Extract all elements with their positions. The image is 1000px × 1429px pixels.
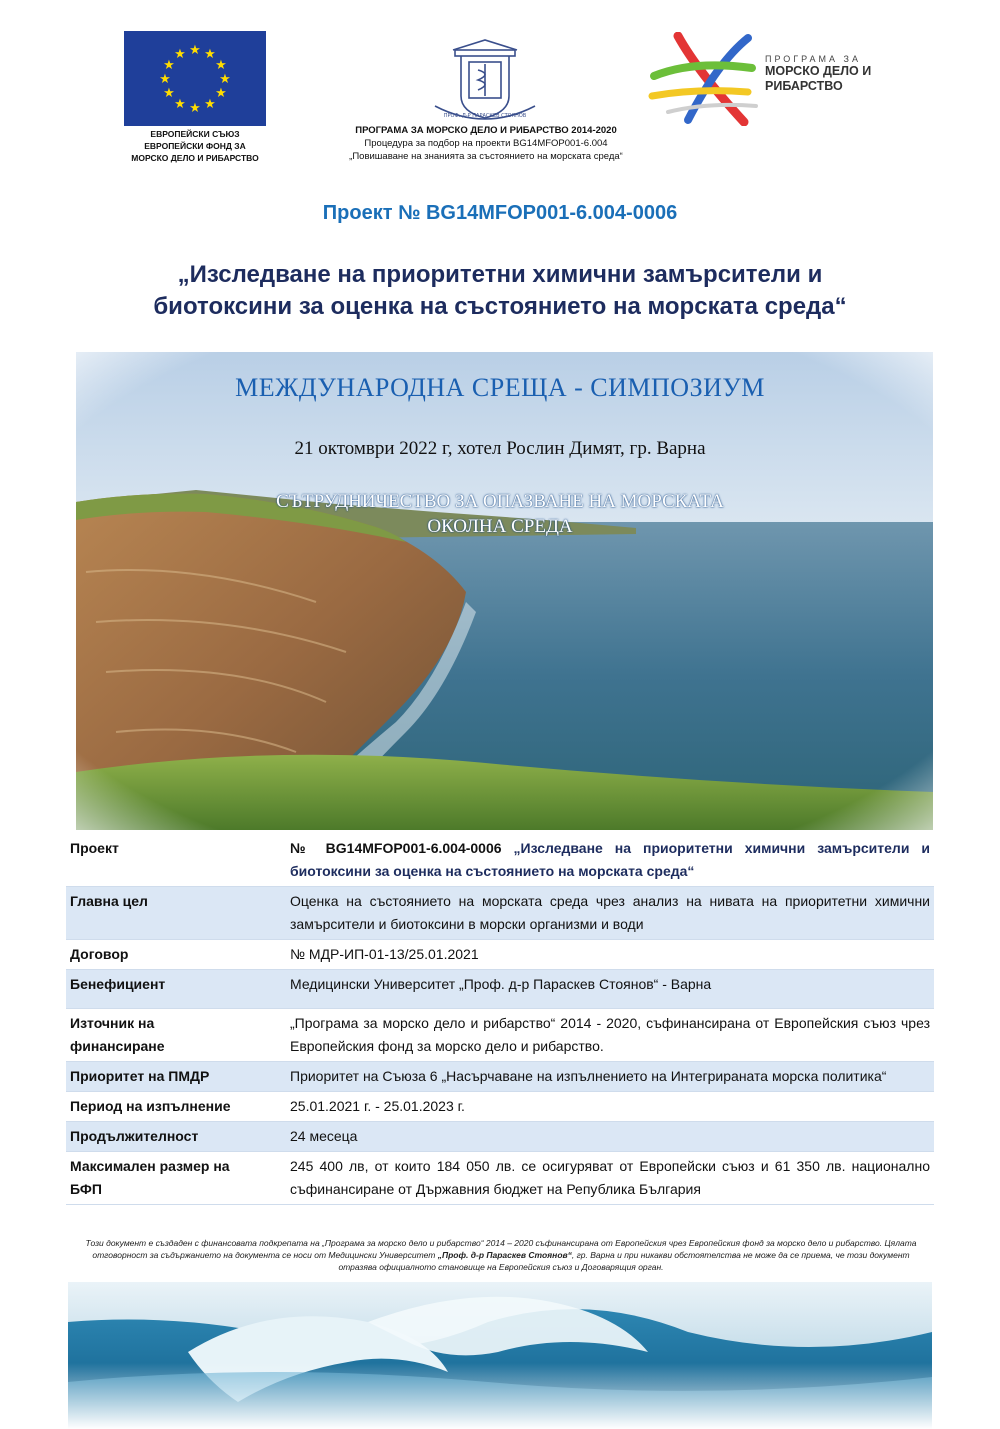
- table-row-period: [66, 1092, 934, 1122]
- event-date-place: 21 октомври 2022 г, хотел Рослин Димят, гр. Варна: [294, 438, 706, 459]
- beneficiary-value: Медицински Университет „Проф. д-р Параскев Стоянов“ - Варна: [286, 970, 934, 1009]
- contract-label: Договор: [70, 946, 129, 962]
- priority-label: Приоритет на ПМДР: [66, 1062, 286, 1092]
- funding-disclaimer: [85, 1237, 917, 1273]
- project-title-line-2: биотоксини за оценка на състоянието на морската среда“: [153, 293, 847, 320]
- funding-value: „Програма за морско дело и рибарство“ 2014 - 2020, съфинансирана от Европейския съюз чрез Европейския фонд за морско дело и рибарство.: [290, 1015, 930, 1054]
- svg-text:★: ★: [215, 58, 227, 73]
- table-row-priority: [66, 1062, 934, 1092]
- university-emblem-text: ПРОФ. Д-Р ПАРАСКЕВ СТОЯНОВ: [443, 113, 527, 119]
- event-subtitle: [0, 489, 1000, 539]
- svg-text:★: ★: [204, 47, 216, 62]
- table-row-funding: [66, 1009, 934, 1062]
- mdr-caption-line-3: РИБАРСТВО: [765, 79, 843, 93]
- svg-text:★: ★: [159, 72, 171, 87]
- funding-label-line-1: Източник на: [70, 1015, 155, 1031]
- programme-header-line-3: „Повишаване на знанията за състоянието на морската среда“: [349, 151, 623, 162]
- duration-value: 24 месеца: [286, 1122, 934, 1152]
- period-label: Период на изпълнение: [70, 1098, 231, 1114]
- project-label: Проект: [70, 840, 119, 856]
- svg-text:★: ★: [215, 86, 227, 101]
- table-row-contract: [66, 940, 934, 970]
- programme-header-line-2: Процедура за подбор на проекти BG14MFOP001-6.004: [364, 138, 608, 149]
- project-value: [286, 834, 934, 887]
- eu-caption-line-3: МОРСКО ДЕЛО И РИБАРСТВО: [131, 153, 259, 163]
- event-subtitle-line-2: ОКОЛНА СРЕДА: [427, 516, 573, 537]
- svg-text:★: ★: [163, 58, 175, 73]
- max-grant-value: 245 400 лв, от които 184 050 лв. се осигуряват от Европейски съюз и 61 350 лв. национално съфинансиране от Държавния бюджет на Република България: [290, 1158, 930, 1197]
- period-value: 25.01.2021 г. - 25.01.2023 г.: [290, 1098, 465, 1114]
- max-grant-label: [66, 1152, 286, 1205]
- programme-header: [290, 124, 682, 163]
- coastal-cliffs-photo: [76, 352, 933, 830]
- goal-label: Главна цел: [66, 887, 286, 940]
- beneficiary-label: Бенефициент: [66, 970, 286, 1009]
- project-value-title: „Изследване на приоритетни химични замърсители и биотоксини за оценка на състоянието на морската среда“: [290, 840, 931, 879]
- project-info-table: [66, 834, 934, 1205]
- project-title-line-1: „Изследване на приоритетни химични замърсители и: [177, 261, 823, 288]
- mdr-programme-caption: [765, 54, 871, 94]
- table-row-goal: [66, 887, 934, 940]
- table-row-project: [66, 834, 934, 887]
- funding-label-line-2: финансиране: [70, 1038, 165, 1054]
- table-row-beneficiary: [66, 970, 934, 1009]
- max-grant-label-line-2: БФП: [70, 1181, 102, 1197]
- duration-label: Продължителност: [66, 1122, 286, 1152]
- disclaimer-text-1: Този документ е създаден с финансовата подкрепата на „Програма за морско дело и рибарство“ 2014 – 2020 съфинансирана от Европейския чрез Европейския фонд за морско дело и рибарство. Цялата отговорност за съдържанието на документа се носи от Медицински Университет: [85, 1238, 917, 1260]
- project-value-number: № BG14MFOP001-6.004-0006: [290, 840, 514, 856]
- table-row-duration: [66, 1122, 934, 1152]
- priority-value: Приоритет на Съюза 6 „Насърчаване на изпълнението на Интегрираната морска политика“: [286, 1062, 934, 1092]
- svg-text:★: ★: [163, 86, 175, 101]
- sea-wave-footer-image: [68, 1282, 932, 1429]
- project-title: [0, 259, 1000, 323]
- event-subtitle-line-1: СЪТРУДНИЧЕСТВО ЗА ОПАЗВАНЕ НА МОРСКАТА: [276, 491, 724, 512]
- svg-text:★: ★: [189, 101, 201, 116]
- eu-caption-line-2: ЕВРОПЕЙСКИ ФОНД ЗА: [144, 141, 246, 151]
- eu-flag-icon: [124, 31, 266, 126]
- eu-caption-line-1: ЕВРОПЕЙСКИ СЪЮЗ: [150, 129, 240, 139]
- mdr-programme-logo-icon: [648, 32, 760, 126]
- disclaimer-text-2: , гр. Варна и при никакви обстоятелства не може да се приема, че този документ отразява официалното становище на Европейския съюз и Договарящия орган.: [338, 1250, 910, 1272]
- eu-fund-caption: [122, 128, 268, 164]
- max-grant-label-line-1: Максимален размер на: [70, 1158, 230, 1174]
- table-row-max-grant: [66, 1152, 934, 1205]
- svg-text:★: ★: [174, 97, 186, 112]
- svg-text:★: ★: [174, 47, 186, 62]
- university-emblem-icon: [425, 38, 545, 126]
- svg-text:★: ★: [219, 72, 231, 87]
- svg-text:★: ★: [189, 43, 201, 58]
- programme-header-line-1: ПРОГРАМА ЗА МОРСКО ДЕЛО И РИБАРСТВО 2014-2020: [355, 125, 617, 136]
- funding-label: [66, 1009, 286, 1062]
- project-number: Проект № BG14MFOP001-6.004-0006: [322, 202, 678, 224]
- goal-value: Оценка на състоянието на морската среда чрез анализ на нивата на приоритетни химични замърсители и биотоксини в морски организми и води: [286, 887, 934, 940]
- mdr-caption-line-1: ПРОГРАМА ЗА: [765, 54, 861, 64]
- event-title: МЕЖДУНАРОДНА СРЕЩА - СИМПОЗИУМ: [235, 373, 765, 402]
- contract-value: № МДР-ИП-01-13/25.01.2021: [290, 946, 479, 962]
- svg-text:★: ★: [204, 97, 216, 112]
- mdr-caption-line-2: МОРСКО ДЕЛО И: [765, 64, 872, 78]
- disclaimer-university-name: „Проф. д-р Параскев Стоянов“: [437, 1250, 572, 1260]
